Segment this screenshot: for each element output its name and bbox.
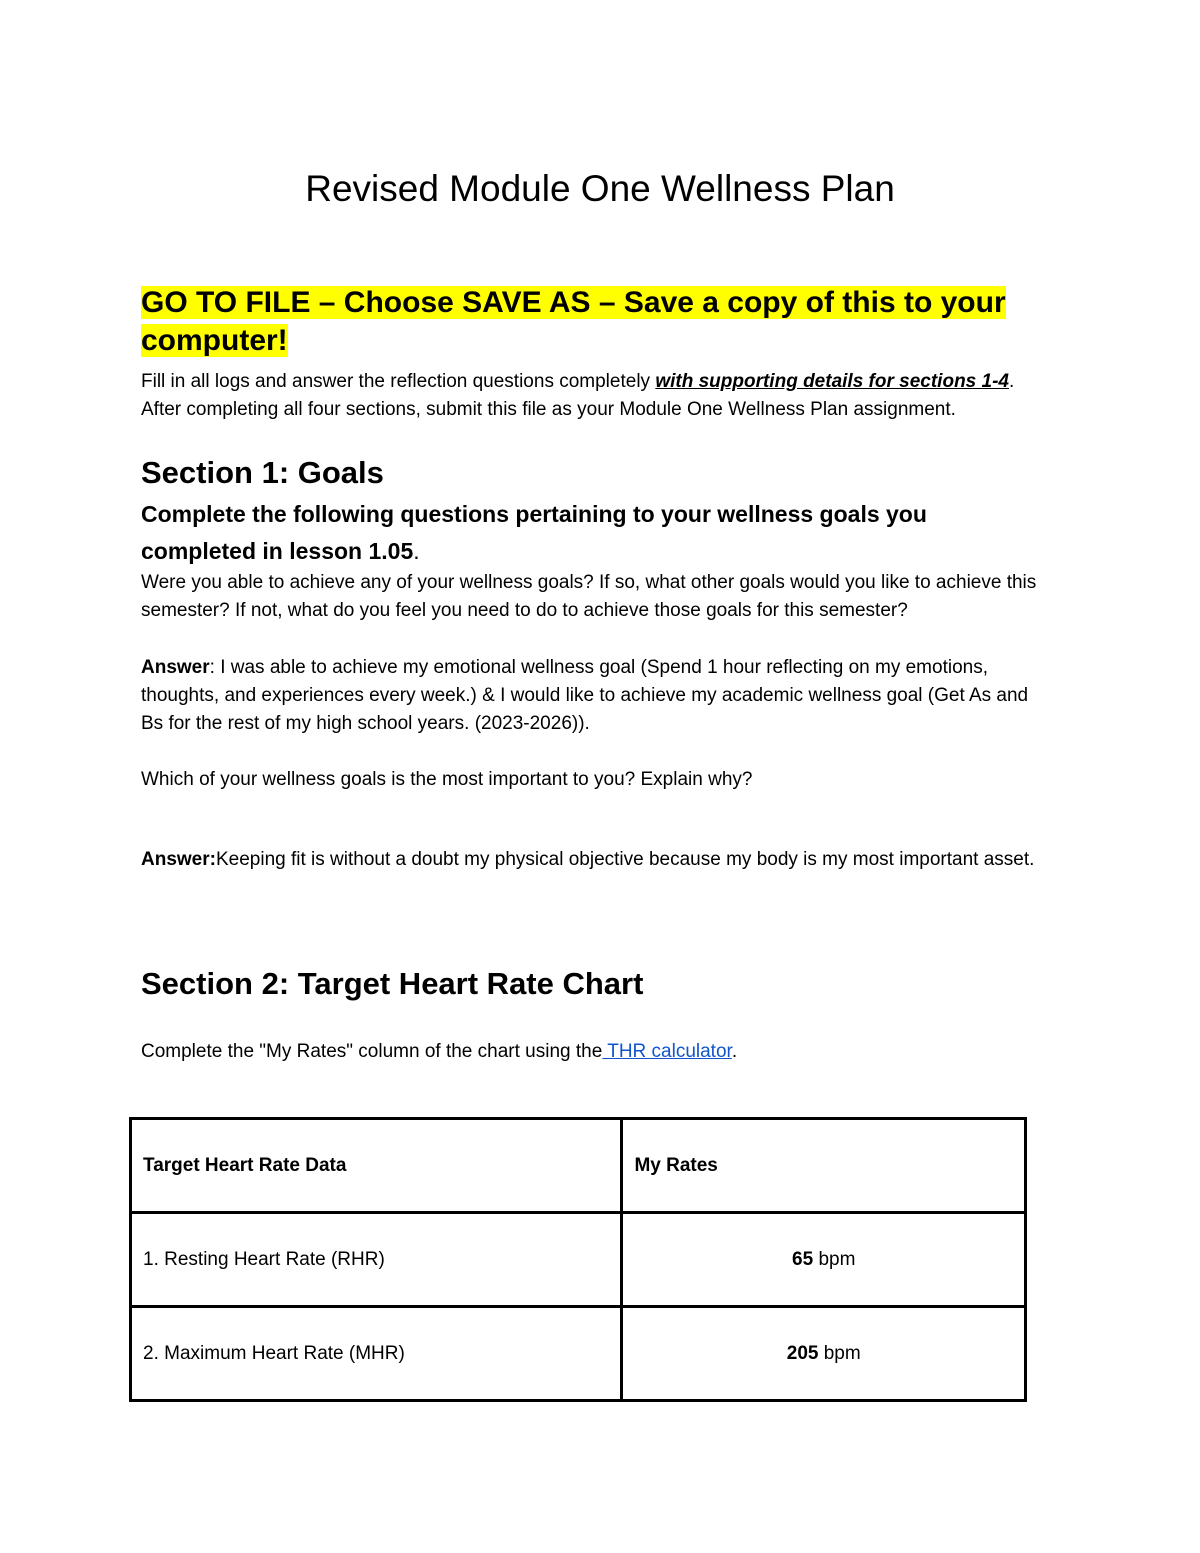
answer-1-text: : I was able to achieve my emotional wellness goal (Spend 1 hour reflecting on my emotions, thoughts, and experiences every week.) & I would like to achieve my academic wellness goal (Get As and Bs for the rest of my high school years. (2023-2026)). — [141, 657, 1029, 734]
answer-2 — [141, 848, 1041, 872]
table-row — [131, 1307, 1026, 1401]
question-1: Were you able to achieve any of your wellness goals? If so, what other goals would you like to achieve this semester? If not, what do you feel you need to do to achieve those goals for this semester? — [141, 572, 1037, 621]
question-2: Which of your wellness goals is the most important to you? Explain why? — [141, 769, 753, 790]
heart-rate-table — [129, 1117, 1027, 1402]
instruction-before: Complete the "My Rates" column of the chart using the — [141, 1041, 603, 1062]
section-2-instruction — [141, 1038, 1051, 1066]
intro-paragraph — [141, 368, 1051, 424]
table-cell-label: 2. Maximum Heart Rate (MHR) — [131, 1307, 622, 1401]
table-row — [131, 1213, 1026, 1307]
table-header-data: Target Heart Rate Data — [131, 1119, 622, 1213]
table-cell-value — [622, 1213, 1026, 1307]
intro-after: . After completing all four sections, submit this file as your Module One Wellness Plan assignment. — [141, 371, 1015, 420]
mhr-unit: bpm — [818, 1342, 861, 1364]
table-cell-value — [622, 1307, 1026, 1401]
instruction-after: . — [731, 1041, 738, 1062]
section-1-title: Section 1: Goals — [141, 455, 384, 490]
answer-2-label: Answer: — [141, 849, 216, 870]
answer-2-text: Keeping fit is without a doubt my physical objective because my body is my most important asset. — [215, 849, 1035, 870]
rhr-value: 65 — [792, 1248, 814, 1270]
page-title: Revised Module One Wellness Plan — [305, 168, 895, 209]
section-1-subtitle-tail: . — [413, 538, 420, 564]
answer-1 — [141, 654, 1051, 738]
table-header-rates: My Rates — [622, 1119, 1026, 1213]
table-header-row — [131, 1119, 1026, 1213]
section-2-title: Section 2: Target Heart Rate Chart — [141, 966, 644, 1001]
intro-emphasis: with supporting details for sections 1-4 — [655, 371, 1009, 392]
save-notice — [141, 284, 1061, 360]
section-1-subtitle — [141, 496, 1041, 570]
intro-before: Fill in all logs and answer the reflection questions completely — [141, 371, 656, 392]
mhr-value: 205 — [786, 1342, 819, 1364]
rhr-unit: bpm — [813, 1248, 856, 1270]
table-cell-label: 1. Resting Heart Rate (RHR) — [131, 1213, 622, 1307]
section-1-subtitle-text: Complete the following questions pertaining to your wellness goals you completed in lesson 1.05 — [141, 501, 927, 564]
answer-1-label: Answer — [141, 657, 210, 678]
thr-calculator-link[interactable]: THR calculator — [602, 1041, 732, 1062]
save-notice-text: GO TO FILE – Choose SAVE AS – Save a copy of this to your computer! — [141, 286, 1006, 357]
